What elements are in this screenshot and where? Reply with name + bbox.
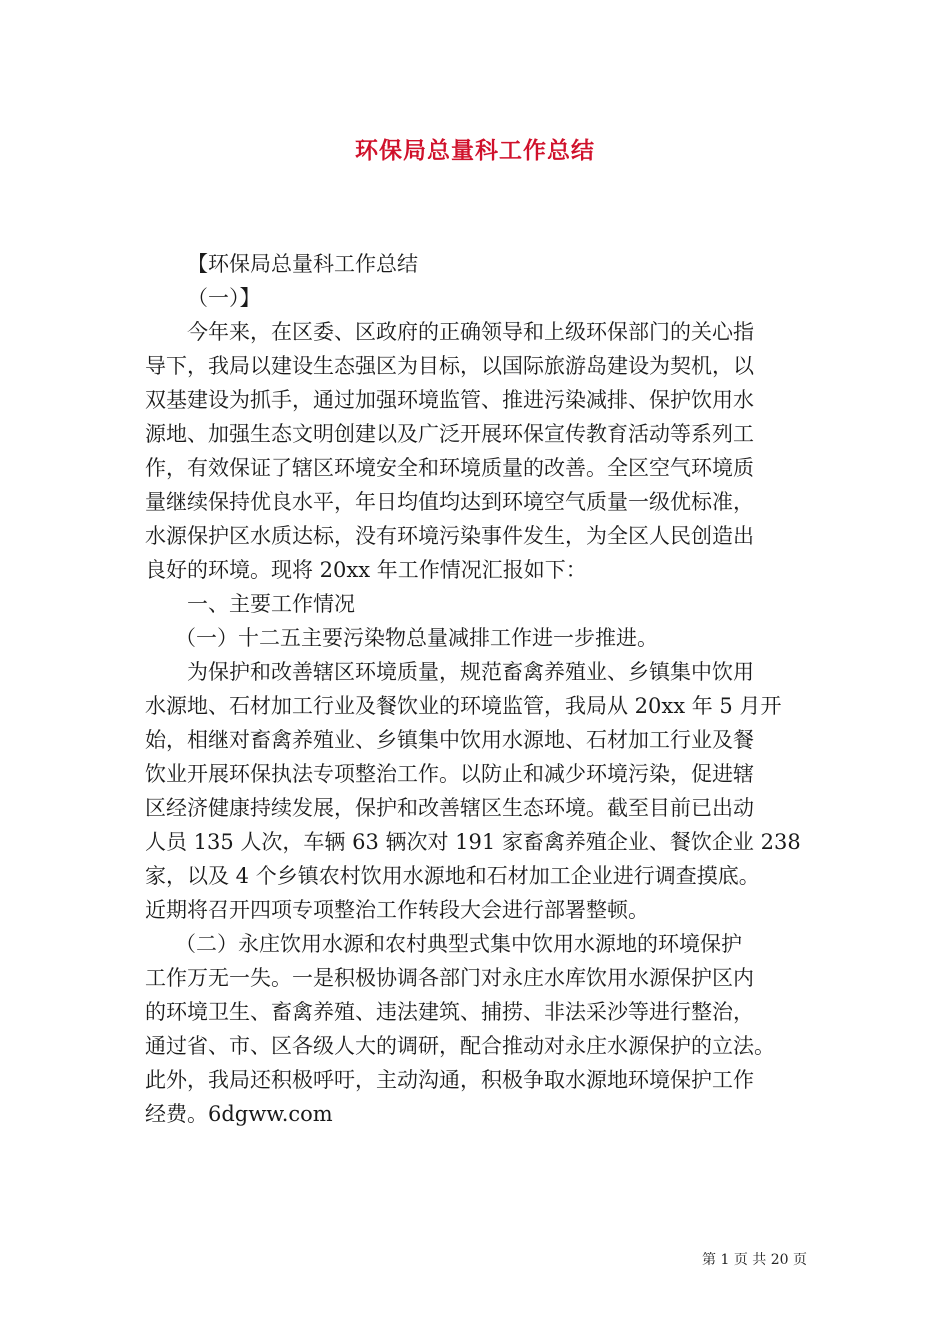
text-line: 通过省、市、区各级人大的调研，配合推动对永庄水源保护的立法。 bbox=[145, 1034, 775, 1058]
text-line: 经费。6dgww.com bbox=[145, 1102, 333, 1126]
document-body bbox=[145, 247, 815, 1131]
text-line: （一）】 bbox=[187, 286, 261, 310]
text-line: 饮业开展环保执法专项整治工作。以防止和减少环境污染，促进辖 bbox=[145, 762, 754, 786]
text-line: 此外，我局还积极呼吁，主动沟通，积极争取水源地环境保护工作 bbox=[145, 1068, 754, 1092]
text-line: 今年来，在区委、区政府的正确领导和上级环保部门的关心指 bbox=[187, 320, 754, 344]
text-line: 始，相继对畜禽养殖业、乡镇集中饮用水源地、石材加工行业及餐 bbox=[145, 728, 754, 752]
text-line: 作，有效保证了辖区环境安全和环境质量的改善。全区空气环境质 bbox=[145, 456, 754, 480]
text-line: 导下，我局以建设生态强区为目标，以国际旅游岛建设为契机，以 bbox=[145, 354, 754, 378]
text-line: 量继续保持优良水平，年日均值均达到环境空气质量一级优标准， bbox=[145, 490, 754, 514]
text-line: 区经济健康持续发展，保护和改善辖区生态环境。截至目前已出动 bbox=[145, 796, 754, 820]
text-line: 人员 135 人次，车辆 63 辆次对 191 家畜禽养殖企业、餐饮企业 238 bbox=[145, 830, 801, 854]
text-line: 家，以及 4 个乡镇农村饮用水源地和石材加工企业进行调查摸底。 bbox=[145, 864, 760, 888]
text-line: 近期将召开四项专项整治工作转段大会进行部署整顿。 bbox=[145, 898, 649, 922]
text-line: 源地、加强生态文明创建以及广泛开展环保宣传教育活动等系列工 bbox=[145, 422, 754, 446]
text-line: 水源地、石材加工行业及餐饮业的环境监管，我局从 20xx 年 5 月开 bbox=[145, 694, 782, 718]
text-line: 工作万无一失。一是积极协调各部门对永庄水库饮用水源保护区内 bbox=[145, 966, 754, 990]
text-line: （一）十二五主要污染物总量减排工作进一步推进。 bbox=[175, 626, 658, 650]
text-line: 【环保局总量科工作总结 bbox=[187, 252, 418, 276]
text-line: 双基建设为抓手，通过加强环境监管、推进污染减排、保护饮用水 bbox=[145, 388, 754, 412]
page-number: 第 1 页 共 20 页 bbox=[702, 1252, 807, 1268]
document-title: 环保局总量科工作总结 bbox=[355, 137, 595, 164]
text-line: 水源保护区水质达标，没有环境污染事件发生，为全区人民创造出 bbox=[145, 524, 754, 548]
text-line: 的环境卫生、畜禽养殖、违法建筑、捕捞、非法采沙等进行整治， bbox=[145, 1000, 754, 1024]
text-line: 为保护和改善辖区环境质量，规范畜禽养殖业、乡镇集中饮用 bbox=[187, 660, 754, 684]
text-line: 良好的环境。现将 20xx 年工作情况汇报如下： bbox=[145, 558, 587, 582]
text-line: 一、主要工作情况 bbox=[187, 592, 355, 616]
text-line: （二）永庄饮用水源和农村典型式集中饮用水源地的环境保护 bbox=[175, 932, 742, 956]
